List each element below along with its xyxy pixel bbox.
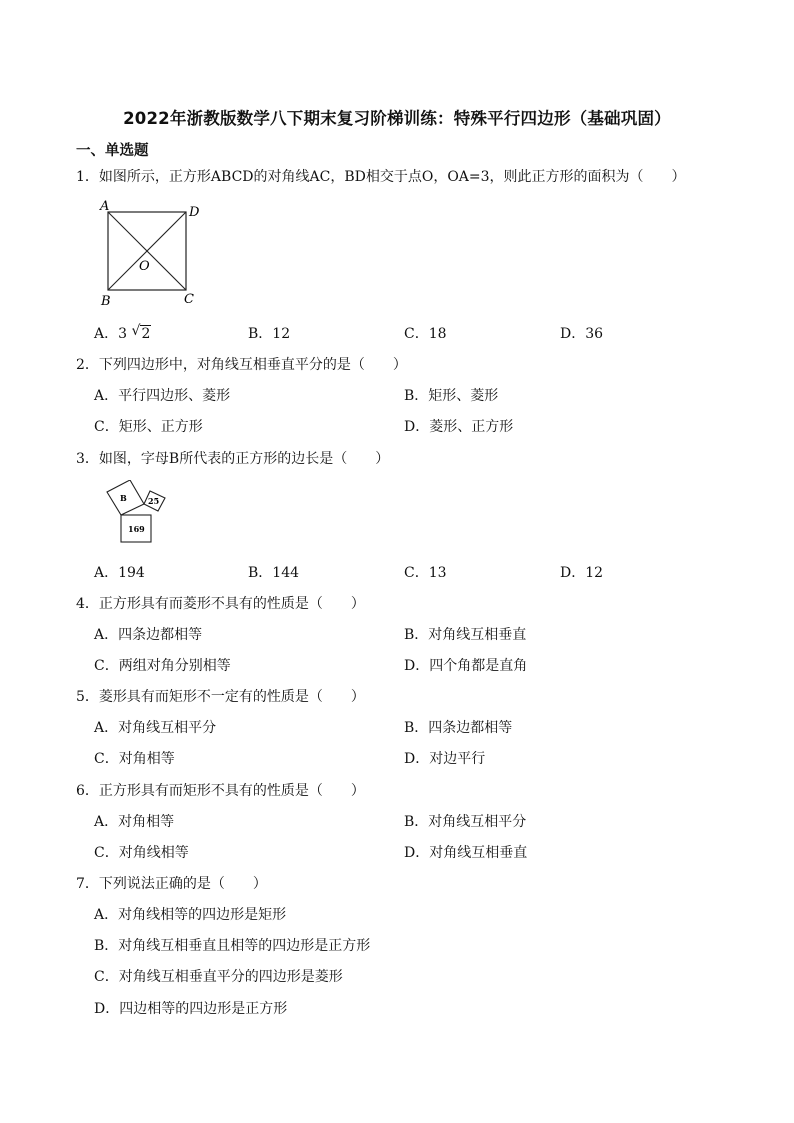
q1-option-a-radicand: 2: [141, 326, 151, 342]
q5-option-d[interactable]: D．对边平行: [404, 751, 486, 767]
q1-option-a-prefix: A．3: [94, 326, 128, 342]
q2-option-a[interactable]: A．平行四边形、菱形: [94, 388, 231, 404]
q6-option-d[interactable]: D．对角线互相垂直: [404, 845, 528, 861]
q1-option-d[interactable]: D．36: [560, 326, 604, 342]
q2-option-c[interactable]: C．矩形、正方形: [94, 419, 203, 435]
question-4-stem: 4．正方形具有而菱形不具有的性质是（ ）: [76, 596, 365, 612]
q3-option-b[interactable]: B．144: [248, 565, 300, 581]
question-7-stem: 7．下列说法正确的是（ ）: [76, 876, 267, 892]
q4-option-b[interactable]: B．对角线互相垂直: [404, 627, 527, 643]
question-6-stem: 6．正方形具有而矩形不具有的性质是（ ）: [76, 783, 365, 799]
q4-option-c[interactable]: C．两组对角分别相等: [94, 658, 231, 674]
section-heading: 一、单选题: [76, 143, 149, 159]
square-25-label: 25: [148, 496, 160, 506]
q4-option-d[interactable]: D．四个角都是直角: [404, 658, 528, 674]
square-169-label: 169: [128, 524, 145, 534]
question-2-stem: 2．下列四边形中，对角线互相垂直平分的是（ ）: [76, 357, 407, 373]
q7-option-a[interactable]: A．对角线相等的四边形是矩形: [94, 907, 287, 923]
q2-option-d[interactable]: D．菱形、正方形: [404, 419, 514, 435]
vertex-label-d: D: [189, 205, 200, 220]
question-3-stem: 3．如图，字母B所代表的正方形的边长是（ ）: [76, 451, 390, 467]
sqrt-symbol: √ 2: [131, 323, 151, 342]
square-b-label: B: [120, 493, 127, 503]
q1-option-a[interactable]: [94, 323, 151, 343]
q1-option-c[interactable]: C．18: [404, 326, 447, 342]
center-label-o: O: [139, 259, 150, 274]
page-title: 2022年浙教版数学八下期末复习阶梯训练：特殊平行四边形（基础巩固）: [123, 109, 671, 128]
q6-option-c[interactable]: C．对角线相等: [94, 845, 189, 861]
q1-square-diagram: [96, 196, 216, 312]
q7-option-b[interactable]: B．对角线互相垂直且相等的四边形是正方形: [94, 938, 371, 954]
q5-option-c[interactable]: C．对角相等: [94, 751, 175, 767]
q7-option-c[interactable]: C．对角线互相垂直平分的四边形是菱形: [94, 969, 343, 985]
q6-option-b[interactable]: B．对角线互相平分: [404, 814, 527, 830]
vertex-label-c: C: [184, 292, 194, 307]
q3-squares-diagram: [100, 480, 174, 546]
q2-option-b[interactable]: B．矩形、菱形: [404, 388, 499, 404]
q7-option-d[interactable]: D．四边相等的四边形是正方形: [94, 1001, 288, 1017]
q3-option-d[interactable]: D．12: [560, 565, 604, 581]
q3-option-a[interactable]: A．194: [94, 565, 145, 581]
q3-option-c[interactable]: C．13: [404, 565, 447, 581]
q5-option-a[interactable]: A．对角线互相平分: [94, 720, 217, 736]
vertex-label-a: A: [100, 199, 110, 214]
q4-option-a[interactable]: A．四条边都相等: [94, 627, 203, 643]
question-1-stem: 1．如图所示，正方形ABCD的对角线AC，BD相交于点O，OA=3，则此正方形的面积为（ ）: [76, 169, 686, 185]
question-5-stem: 5．菱形具有而矩形不一定有的性质是（ ）: [76, 689, 365, 705]
vertex-label-b: B: [101, 294, 111, 309]
q5-option-b[interactable]: B．四条边都相等: [404, 720, 513, 736]
q6-option-a[interactable]: A．对角相等: [94, 814, 175, 830]
q1-option-b[interactable]: B．12: [248, 326, 291, 342]
